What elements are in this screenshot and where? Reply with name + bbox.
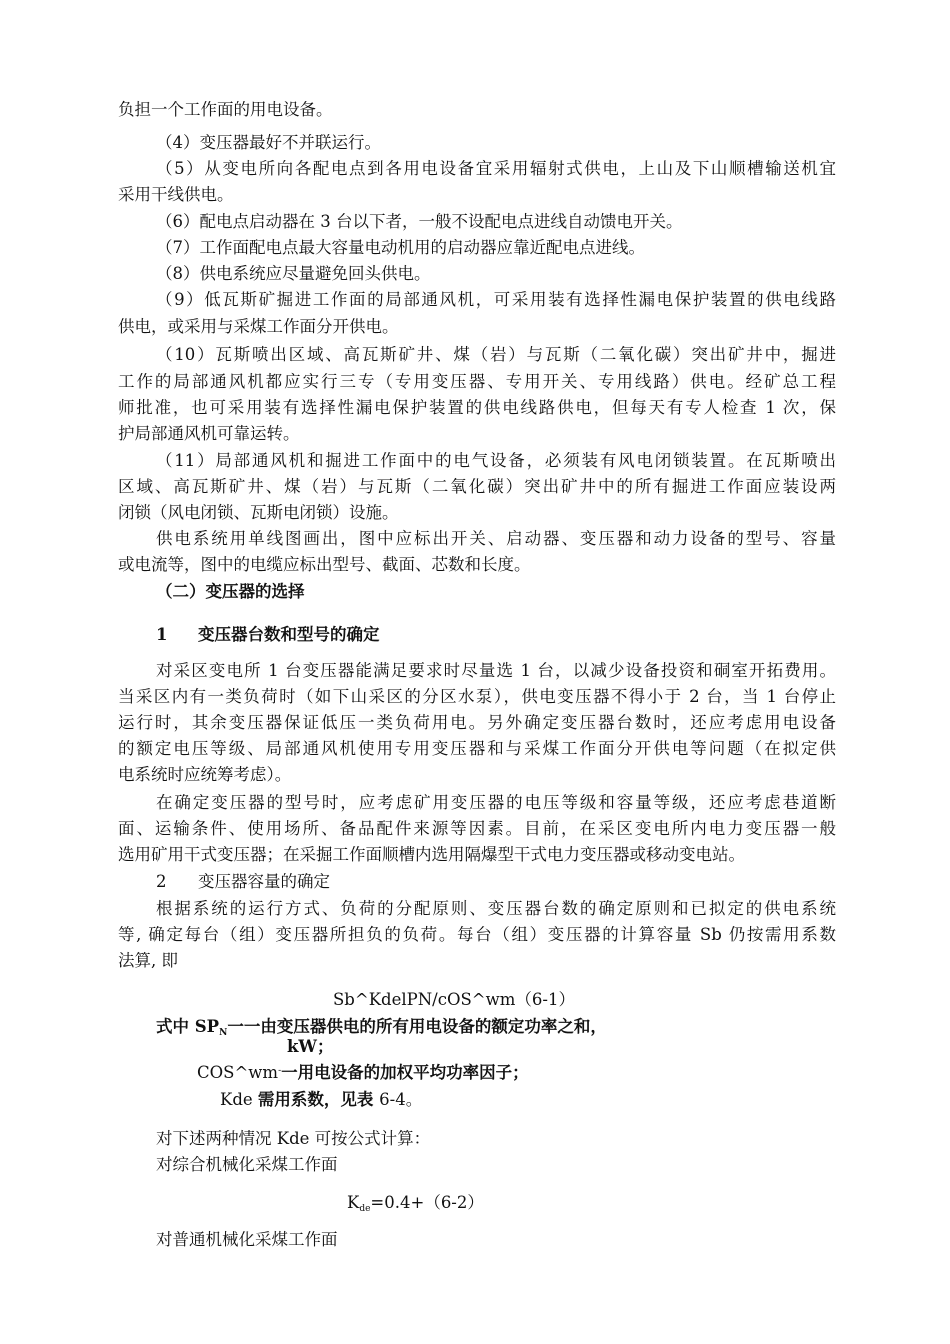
definition-kde bbox=[220, 1088, 422, 1112]
definition-sp bbox=[156, 1015, 607, 1045]
paragraph-line: 对下述两种情况 Kde 可按公式计算： bbox=[156, 1129, 431, 1148]
paragraph-line: 对综合机械化采煤工作面 bbox=[156, 1155, 338, 1174]
list-item-10-line4: 护局部通风机可靠运转。 bbox=[118, 424, 300, 443]
definition-term: COS^wm bbox=[197, 1063, 279, 1082]
subsection-heading: 变压器容量的确定 bbox=[198, 872, 330, 891]
subsection-number: 1 bbox=[156, 625, 168, 644]
definition-unit: kW； bbox=[287, 1037, 334, 1056]
definition-table-ref: 6-4。 bbox=[379, 1090, 423, 1109]
formula-text: =0.4+（6-2） bbox=[370, 1193, 484, 1212]
paragraph-line: 负担一个工作面的用电设备。 bbox=[118, 100, 333, 119]
list-item-10-line3: 师批准，也可采用装有选择性漏电保护装置的供电线路供电，但每天有专人检查 1 次，保 bbox=[118, 398, 836, 417]
list-item-9-line1: （9）低瓦斯矿掘进工作面的局部通风机，可采用装有选择性漏电保护装置的供电线路 bbox=[156, 290, 836, 309]
list-item-10-line1: （10）瓦斯喷出区域、高瓦斯矿井、煤（岩）与瓦斯（二氧化碳）突出矿井中，掘进 bbox=[156, 345, 836, 364]
paragraph-line: 当采区内有一类负荷时（如下山采区的分区水泵），供电变压器不得小于 2 台，当 1 台停止 bbox=[118, 687, 836, 706]
subsection-heading: 变压器台数和型号的确定 bbox=[198, 625, 380, 644]
formula-6-1: Sb^KdelPN/cOS^wm（6-1） bbox=[333, 990, 575, 1009]
section-heading: （二）变压器的选择 bbox=[156, 582, 305, 601]
list-item-6: （6）配电点启动器在 3 台以下者，一般不设配电点进线自动馈电开关。 bbox=[156, 212, 683, 231]
list-item-11-line2: 区域、高瓦斯矿井、煤（岩）与瓦斯（二氧化碳）突出矿井中的所有掘进工作面应装设两 bbox=[118, 477, 836, 496]
definition-cos bbox=[197, 1059, 529, 1085]
paragraph-line: 对普通机械化采煤工作面 bbox=[156, 1230, 338, 1249]
definition-superscript: - bbox=[278, 1066, 282, 1076]
definition-text: 一用电设备的加权平均功率因子； bbox=[281, 1063, 529, 1082]
paragraph-line: 或电流等，图中的电缆应标出型号、截面、芯数和长度。 bbox=[118, 555, 531, 574]
definition-subscript: N bbox=[219, 1028, 228, 1038]
list-item-8: （8）供电系统应尽量避免回头供电。 bbox=[156, 264, 431, 283]
definition-text: 一一由变压器供电的所有用电设备的额定功率之和， bbox=[227, 1017, 607, 1036]
formula-6-2 bbox=[347, 1191, 484, 1221]
formula-subscript: de bbox=[359, 1204, 371, 1214]
subsection-number: 2 bbox=[156, 872, 167, 891]
paragraph-line: 供电系统用单线图画出，图中应标出开关、启动器、变压器和动力设备的型号、容量 bbox=[156, 529, 836, 548]
definition-term: Kde bbox=[220, 1090, 258, 1109]
paragraph-line: 运行时，其余变压器保证低压一类负荷用电。另外确定变压器台数时，还应考虑用电设备 bbox=[118, 713, 836, 732]
paragraph-line: 的额定电压等级、局部通风机使用专用变压器和与采煤工作面分开供电等问题（在拟定供 bbox=[118, 739, 836, 758]
list-item-5-line2: 采用干线供电。 bbox=[118, 185, 234, 204]
list-item-5-line1: （5）从变电所向各配电点到各用电设备宜采用辐射式供电，上山及下山顺槽输送机宜 bbox=[156, 159, 836, 178]
paragraph-line: 在确定变压器的型号时，应考虑矿用变压器的电压等级和容量等级，还应考虑巷道断 bbox=[156, 793, 836, 812]
paragraph-line: 等, 确定每台（组）变压器所担负的负荷。每台（组）变压器的计算容量 Sb 仍按需用系数 bbox=[118, 925, 836, 944]
paragraph-line: 面、运输条件、使用场所、备品配件来源等因素。目前，在采区变电所内电力变压器一般 bbox=[118, 819, 836, 838]
list-item-7: （7）工作面配电点最大容量电动机用的启动器应靠近配电点进线。 bbox=[156, 238, 645, 257]
list-item-11-line3: 闭锁（风电闭锁、瓦斯电闭锁）设施。 bbox=[118, 503, 399, 522]
paragraph-line: 对采区变电所 1 台变压器能满足要求时尽量选 1 台，以减少设备投资和硐室开拓费用。 bbox=[156, 661, 836, 680]
list-item-9-line2: 供电，或采用与采煤工作面分开供电。 bbox=[118, 317, 399, 336]
list-item-11-line1: （11）局部通风机和掘进工作面中的电气设备，必须装有风电闭锁装置。在瓦斯喷出 bbox=[156, 451, 836, 470]
definition-text: 需用系数，见表 bbox=[257, 1090, 380, 1109]
definition-term: 式中 SP bbox=[156, 1017, 220, 1036]
paragraph-line: 法算, 即 bbox=[118, 951, 178, 970]
paragraph-line: 根据系统的运行方式、负荷的分配原则、变压器台数的确定原则和已拟定的供电系统 bbox=[156, 899, 836, 918]
formula-term: K bbox=[347, 1193, 360, 1212]
paragraph-line: 选用矿用干式变压器；在采掘工作面顺槽内选用隔爆型干式电力变压器或移动变电站。 bbox=[118, 845, 745, 864]
list-item-10-line2: 工作的局部通风机都应实行三专（专用变压器、专用开关、专用线路）供电。经矿总工程 bbox=[118, 372, 836, 391]
paragraph-line: 电系统时应统筹考虑）。 bbox=[118, 765, 292, 784]
list-item-4: （4）变压器最好不并联运行。 bbox=[156, 133, 381, 152]
